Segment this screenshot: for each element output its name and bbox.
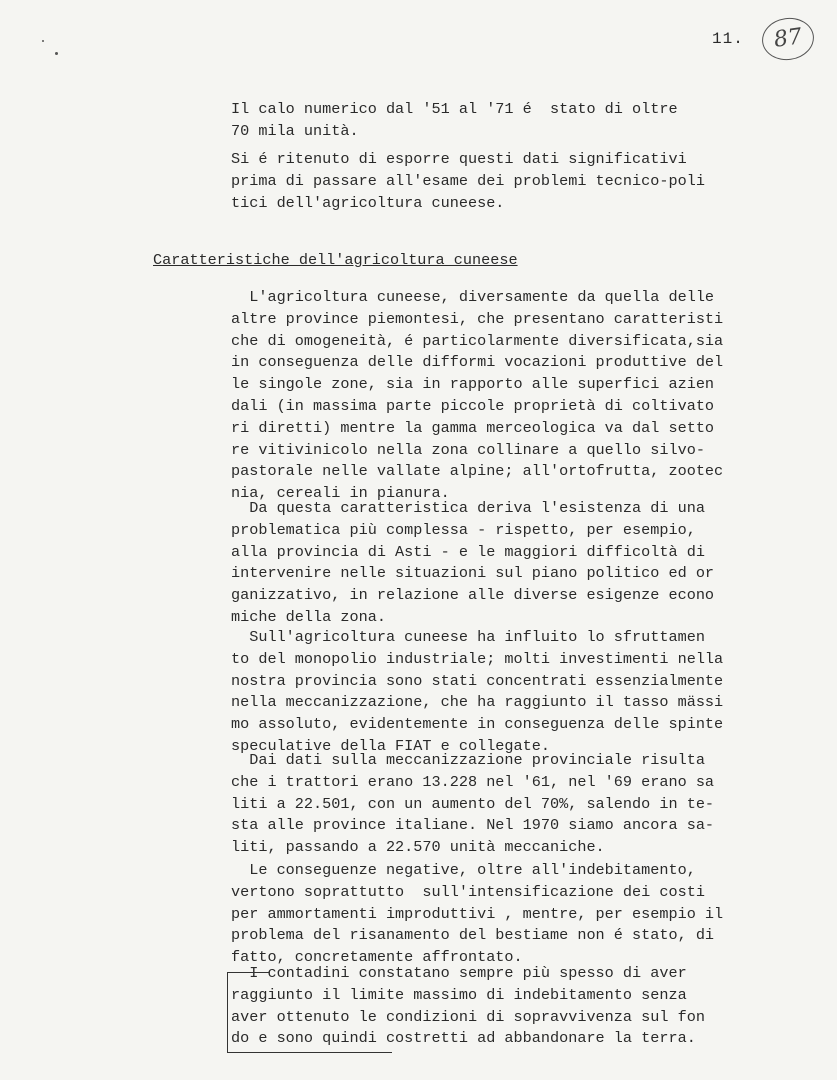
margin-bracket-vertical	[227, 972, 228, 1052]
speck	[42, 40, 44, 42]
section-paragraph-6: I contadini constatano sempre più spesso di aver raggiunto il limite massimo di indebitamento senza aver ottenuto le condizioni di sopravvivenza sul fon do e sono quindi costretti ad abbandonare la terra.	[231, 964, 705, 1048]
section-paragraph-2: Da questa caratteristica deriva l'esistenza di una problematica più complessa - rispetto, per esempio, alla provincia di Asti - e le maggiori difficoltà di intervenire nelle situazioni sul piano politico ed or ganizzativo, in relazione alle diverse esigenze econo miche della zona.	[231, 499, 715, 626]
section-paragraph-1: L'agricoltura cuneese, diversamente da quella delle altre province piemontesi, che presentano caratteristi che di omogeneità, é particolarmente diversificata,sia in conseguenza delle difformi vocazioni produttive del le singole zone, sia in rapporto alle superfici azien dali (in massima parte piccole proprietà di coltivato ri diretti) mentre la gamma merceologica va dal setto re vitivinicolo nella zona collinare a quello silvo- pastorale nelle vallate alpine; all'ortofrutta, zootec nia, cereali in pianura.	[231, 288, 724, 503]
section-paragraph-4: Dai dati sulla meccanizzazione provinciale risulta che i trattori erano 13.228 nel '61, nel '69 erano sa liti a 22.501, con un aumento del 70%, salendo in te- sta alle province italiane. Nel 1970 siamo ancora sa- liti, passando a 22.570 unità meccaniche.	[231, 751, 715, 857]
archive-stamp: 87	[759, 15, 816, 64]
page-number: 11.	[712, 30, 744, 48]
section-paragraph-5: Le conseguenze negative, oltre all'indebitamento, vertono soprattutto sull'intensificazione dei costi per ammortamenti improduttivi , mentre, per esempio il problema del risanamento del bestiame non é stato, di fatto, concretamente affrontato.	[231, 861, 724, 967]
margin-bracket-bottom	[227, 1052, 392, 1053]
margin-bracket-top	[227, 972, 269, 973]
intro-paragraph-2: Si é ritenuto di esporre questi dati significativi prima di passare all'esame dei problemi tecnico-poli tici dell'agricoltura cuneese.	[231, 150, 705, 212]
speck	[55, 52, 58, 55]
section-paragraph-3: Sull'agricoltura cuneese ha influito lo sfruttamen to del monopolio industriale; molti investimenti nella nostra provincia sono stati concentrati essenzialmente nella meccanizzazione, che ha raggiunto il tasso mässi mo assoluto, evidentemente in conseguenza delle spinte speculative della FIAT e collegate.	[231, 628, 724, 755]
section-heading: Caratteristiche dell'agricoltura cuneese	[153, 251, 518, 269]
intro-paragraph-1: Il calo numerico dal '51 al '71 é stato di oltre 70 mila unità.	[231, 100, 678, 140]
